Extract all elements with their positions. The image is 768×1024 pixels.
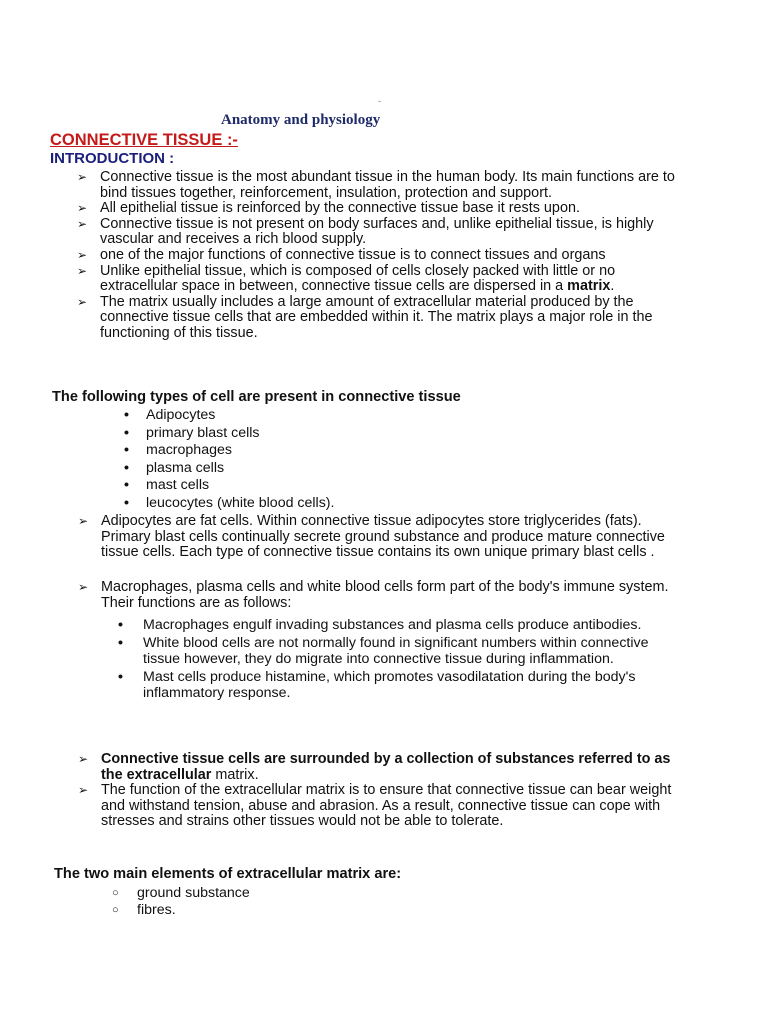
introduction-heading: INTRODUCTION :	[50, 150, 175, 167]
list-item: • mast cells	[124, 477, 334, 495]
immune-functions-list	[118, 618, 658, 704]
list-item: • Macrophages engulf invading substances and plasma cells produce antibodies.	[118, 618, 658, 633]
intro-point: ➢ The matrix usually includes a large amount of extracellular material produced by the connective tissue cells that are embedded within it. The matrix plays a major role in the functioning of this tissue.	[77, 295, 677, 342]
matrix-point-end: matrix.	[211, 766, 259, 783]
list-item: • White blood cells are not normally found in significant numbers within connective tissue however, they do migrate into connective tissue during inflammation.	[118, 636, 658, 667]
list-item: • primary blast cells	[124, 425, 334, 443]
matrix-keyword: matrix	[567, 278, 611, 295]
scan-mark: -	[378, 96, 381, 106]
intro-point-end: .	[610, 278, 615, 295]
matrix-point	[78, 752, 678, 783]
intro-point	[77, 264, 677, 295]
intro-point: ➢ All epithelial tissue is reinforced by the connective tissue base it rests upon.	[77, 201, 677, 217]
immune-point: ➢ Macrophages, plasma cells and white blood cells form part of the body's immune system. Their functions are as follows:	[78, 580, 678, 611]
list-item: ○ fibres.	[112, 902, 250, 919]
list-item: ○ ground substance	[112, 885, 250, 902]
matrix-point: ➢ The function of the extracellular matrix is to ensure that connective tissue can bear weight and withstand tension, abuse and abrasion. As a result, connective tissue can cope with stresses and strains other tissues would not be able to tolerate.	[78, 783, 678, 830]
matrix-elements-heading: The two main elements of extracellular matrix are:	[54, 866, 402, 882]
matrix-elements-list	[112, 885, 250, 919]
list-item: • leucocytes (white blood cells).	[124, 495, 334, 513]
intro-point: ➢ one of the major functions of connective tissue is to connect tissues and organs	[77, 248, 677, 264]
intro-point-text: Unlike epithelial tissue, which is composed of cells closely packed with little or no extracellular space in between, connective tissue cells are dispersed in a	[100, 262, 616, 295]
adipocytes-list	[78, 514, 678, 561]
list-item: • plasma cells	[124, 460, 334, 478]
list-item: • Mast cells produce histamine, which promotes vasodilatation during the body's inflammatory response.	[118, 670, 658, 701]
list-item: • macrophages	[124, 442, 334, 460]
immune-list	[78, 580, 678, 611]
matrix-point-bold: Connective tissue cells are surrounded by a collection of substances referred to as the extracellular	[101, 751, 671, 783]
cell-types-list	[124, 407, 334, 513]
section-title: CONNECTIVE TISSUE :-	[50, 131, 238, 149]
list-item: • Adipocytes	[124, 407, 334, 425]
document-title: Anatomy and physiology	[221, 112, 381, 128]
intro-point: ➢ Connective tissue is the most abundant tissue in the human body. Its main functions are to bind tissues together, reinforcement, insulation, protection and support.	[77, 170, 677, 201]
introduction-list	[77, 170, 677, 342]
adipocytes-point: ➢ Adipocytes are fat cells. Within connective tissue adipocytes store triglycerides (fats). Primary blast cells continually secrete ground substance and produce mature connective tissue cells. Each type of connective tissue contains its own unique primary blast cells .	[78, 514, 678, 561]
extracellular-matrix-list	[78, 752, 678, 830]
intro-point: ➢ Connective tissue is not present on body surfaces and, unlike epithelial tissue, is highly vascular and receives a rich blood supply.	[77, 217, 677, 248]
cell-types-heading: The following types of cell are present in connective tissue	[52, 389, 461, 405]
